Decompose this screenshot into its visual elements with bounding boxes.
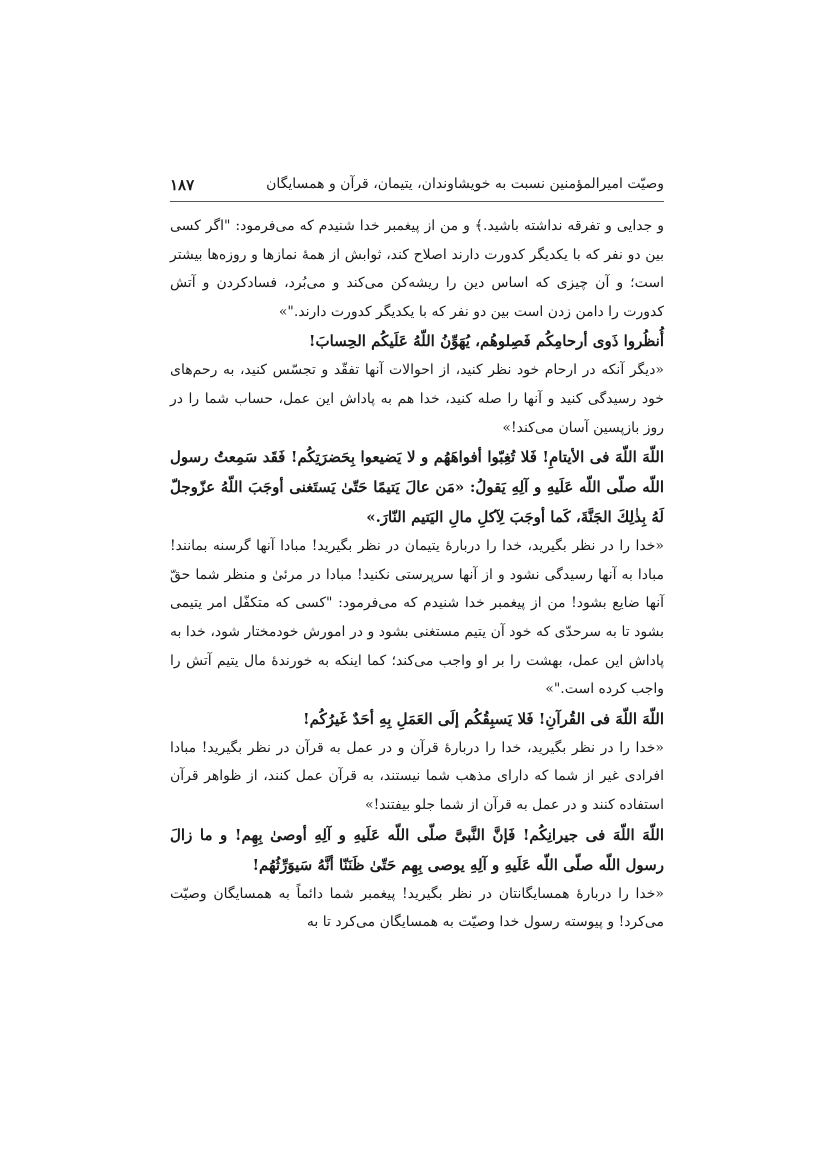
translation-paragraph: «دیگر آنکه در ارحام خود نظر کنید، از احوالات آنها تفقّد و تجسّس کنید، به رحم‌های خود رسیدگی کنید و آنها را صله کنید، خدا هم به پاداش این عمل، حساب شما را در روز بازپسین آسان می‌کند!» — [170, 362, 664, 436]
header-divider — [170, 201, 664, 202]
page-header — [170, 176, 664, 200]
translation-paragraph: و جدایی و تفرقه نداشته باشید.﴾ و من از پیغمبر خدا شنیدم که می‌فرمود: "اگر کسی بین دو نفر که با یکدیگر کدورت دارند اصلاح کند، ثوابش از همهٔ نمازها و روزه‌ها بیشتر است؛ و آن چیزی که اساس دین را ریشه‌کن می‌کند و می‌بُرد، فسادکردن و آتش کدورت را دامن زدن است بین دو نفر که با یکدیگر کدورت دارند."» — [170, 218, 664, 320]
page-number: ۱۸۷ — [170, 176, 195, 194]
arabic-hadith: اللّهَ اللّهَ فى الأيتامِ! فَلا تُغِبّوا أفواهَهُم و لا يَضيعوا بِحَضرَتِكُم! فَقَد سَمِعتُ رسول اللّه صلّى اللّه عَلَيهِ و آلِهِ يَقولُ: «مَن عالَ يَتيمًا حَتّىٰ يَستَغنى أوجَبَ اللّهُ عزّوجلّ لَهُ بِذٰلِكَ الجَنَّةَ، كَما أوجَبَ لِآكلِ مالِ اليَتيم النّارَ.» — [170, 448, 665, 527]
arabic-hadith: اللّهَ اللّهَ فى القُرآنِ! فَلا يَسبِقُكُم إلَى العَمَلِ بِهِ أحَدٌ غَيرُكُم! — [303, 709, 664, 728]
arabic-hadith: أُنظُروا ذَوى أرحامِكُم فَصِلوهُم، يُهَوِّنُ اللّهُ عَلَيكُم الحِسابَ! — [308, 332, 664, 351]
translation-paragraph: «خدا را دربارهٔ همسایگانتان در نظر بگیرید! پیغمبر شما دائماً به همسایگان وصیّت می‌کرد! و پیوسته رسول خدا وصیّت به همسایگان می‌کرد تا به — [170, 885, 664, 931]
translation-paragraph: «خدا را در نظر بگیرید، خدا را دربارهٔ قرآن و در عمل به قرآن در نظر بگیرید! مبادا افرادی غیر از شما که دارای مذهب شما نیستند، به قرآن عمل کنند، از ظواهر قرآن استفاده کنند و در عمل به قرآن از شما جلو بیفتند!» — [170, 739, 664, 813]
arabic-hadith: اللّهَ اللّهَ فى جيرانِكُم! فَإنَّ النَّبىَّ صلّى اللّه عَلَيهِ و آلِهِ أوصىٰ بِهِم! و ما زالَ رسول اللّه صلّى اللّه عَلَيهِ و آلِهِ يوصى بِهِم حَتّىٰ ظَنَنّا أنَّهُ سَيوَرِّثُهُم! — [170, 825, 664, 874]
running-title: وصیّت امیرالمؤمنین نسبت به خویشاوندان، یتیمان، قرآن و همسایگان — [266, 176, 664, 192]
translation-paragraph: «خدا را در نظر بگیرید، خدا را دربارهٔ یتیمان در نظر بگیرید! مبادا آنها گرسنه بمانند! مبادا به آنها رسیدگی نشود و از آنها سرپرستی نکنید! مبادا در مرئیٰ و منظر شما حقّ آنها ضایع بشود! من از پیغمبر خدا شنیدم که می‌فرمود: "کسی که متکفّل امر یتیمی بشود تا به سرحدّی که خود آن یتیم مستغنی بشود و در امورش خودمختار شود، خدا به پاداش این عمل، بهشت را بر او واجب می‌کند؛ کما اینکه به خورندهٔ مال یتیم آتش را واجب کرده است."» — [170, 538, 664, 698]
body-text — [170, 212, 664, 937]
